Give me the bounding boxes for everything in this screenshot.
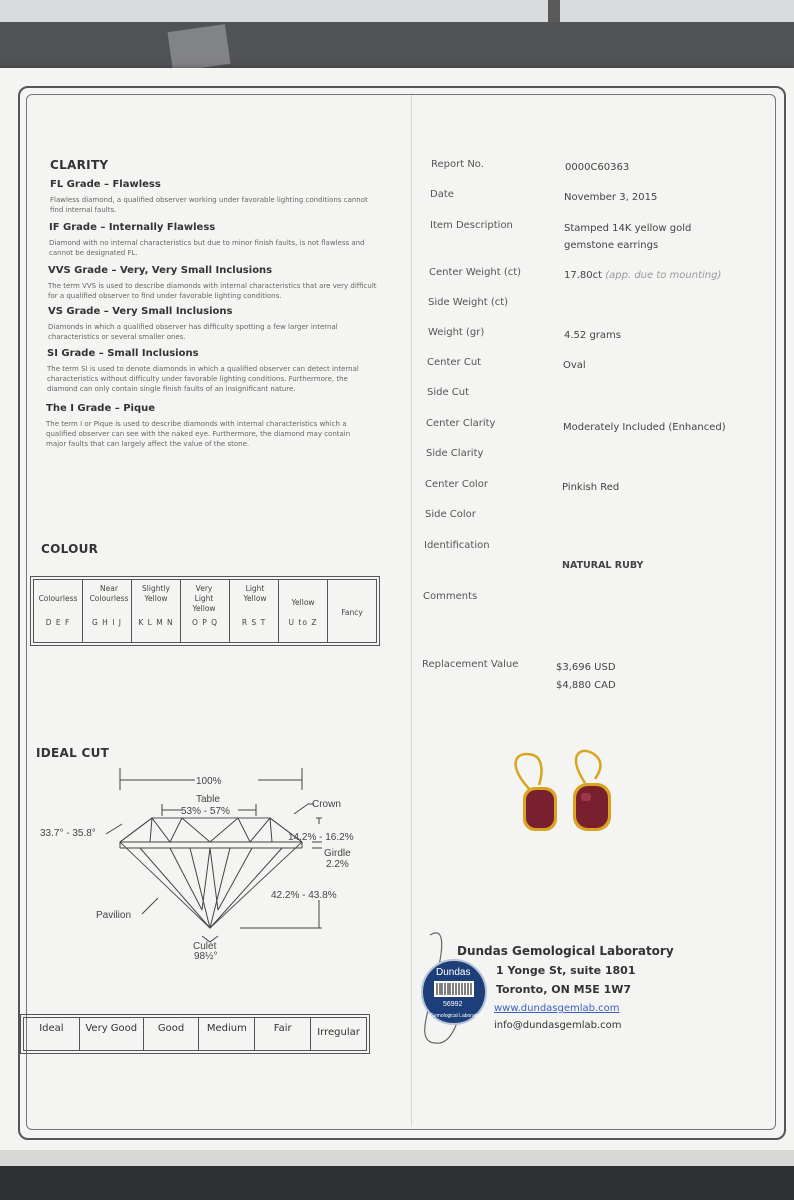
lab-address-line1: 1 Yonge St, suite 1801 — [496, 964, 636, 977]
colour-cell — [181, 580, 230, 642]
side-weight-label: Side Weight (ct) — [428, 297, 509, 308]
grade-if-heading: IF Grade – Internally Flawless — [49, 222, 216, 233]
colour-cell-name: Near Colourless — [89, 584, 129, 603]
colour-cell-grades: D E F — [45, 618, 71, 627]
grade-vvs-desc: The term VVS is used to describe diamonds with internal characteristics that are very difficult for a qualified observer to find under favorable lighting conditions. — [48, 282, 377, 300]
replacement-value-label: Replacement Value — [422, 659, 519, 670]
colour-cell-name: Fancy — [341, 608, 363, 617]
comments-label: Comments — [423, 591, 478, 602]
ruby-highlight — [581, 793, 591, 801]
grade-vs-heading: VS Grade – Very Small Inclusions — [48, 306, 233, 317]
lab-name: Dundas Gemological Laboratory — [457, 944, 674, 958]
ruby-stone-left — [526, 790, 554, 828]
total-width-label: 100% — [196, 776, 222, 787]
date-label: Date — [430, 189, 454, 200]
colour-cell-grades: K L M N — [138, 618, 174, 627]
girdle-label: Girdle — [324, 848, 351, 859]
item-description-label: Item Description — [430, 220, 513, 231]
item-description-value: Stamped 14K yellow gold — [564, 223, 692, 234]
grade-if-desc: Diamond with no internal characteristics but due to minor finish faults, is not flawless and cannot be designated FL. — [49, 239, 365, 257]
date-value: November 3, 2015 — [564, 192, 658, 203]
lab-email: info@dundasgemlab.com — [494, 1020, 622, 1031]
center-weight-note: (app. due to mounting) — [605, 270, 722, 281]
center-weight-value — [564, 270, 721, 281]
colour-cell — [328, 580, 376, 642]
ruby-stone-right — [576, 786, 608, 828]
grade-vs-desc: Diamonds in which a qualified observer has difficulty spotting a few larger internal characteristics or several smaller ones. — [48, 323, 338, 341]
crown-angle-label: 33.7° - 35.8° — [40, 828, 96, 839]
center-color-value: Pinkish Red — [562, 482, 620, 493]
background-stand — [548, 0, 560, 22]
crown-label: Crown — [312, 799, 341, 810]
grade-si-heading: SI Grade – Small Inclusions — [47, 348, 199, 359]
cut-grade-cell: Very Good — [80, 1018, 144, 1050]
cut-grade-table — [20, 1014, 370, 1054]
ideal-cut-title: IDEAL CUT — [36, 746, 110, 760]
culet-label: Culet — [193, 941, 217, 952]
colour-cell-name: Light Yellow — [243, 584, 267, 603]
colour-cell-grades: U to Z — [288, 618, 318, 627]
grade-si-desc: The term SI is used to denote diamonds in which a qualified observer can detect internal characteristics without difficulty under favorable lighting conditions. Furthermore, the diamond can only contain single finish faults of an insignificant nature. — [47, 365, 359, 393]
colour-cell — [132, 580, 181, 642]
earrings-photo — [495, 745, 645, 855]
colour-cell — [34, 580, 83, 642]
cut-grade-cell: Irregular — [317, 1027, 360, 1038]
tape-strip — [167, 24, 230, 72]
colour-cell-name: Slightly Yellow — [142, 584, 170, 603]
clarity-title: CLARITY — [50, 158, 109, 172]
weight-gr-value: 4.52 grams — [564, 330, 621, 341]
colour-cell — [83, 580, 132, 642]
cut-grade-cell: Good — [144, 1018, 200, 1050]
girdle-value-label: 2.2% — [326, 859, 349, 870]
culet-value-label: 98½° — [194, 951, 218, 962]
grade-i-desc: The term I or Pique is used to describe diamonds with internal characteristics which a qualified observer can see with the naked eye. Furthermore, the diamond may contain major faults that can largely affect the value of the stone. — [46, 420, 351, 448]
side-cut-label: Side Cut — [427, 387, 470, 398]
desk-surface — [0, 22, 794, 72]
center-color-label: Center Color — [425, 479, 488, 490]
report-no-value: 0000C60363 — [565, 162, 630, 173]
identification-value: NATURAL RUBY — [562, 560, 644, 571]
table-range-label: 53% - 57% — [181, 806, 230, 817]
colour-cell — [230, 580, 279, 642]
colour-cell — [279, 580, 328, 642]
side-clarity-label: Side Clarity — [426, 448, 484, 459]
grade-vvs-heading: VVS Grade – Very, Very Small Inclusions — [48, 265, 273, 276]
pavilion-label: Pavilion — [96, 910, 132, 921]
cut-grade-cell: Medium — [199, 1018, 255, 1050]
lab-address-line2: Toronto, ON M5E 1W7 — [496, 983, 632, 996]
grade-i-heading: The I Grade – Pique — [46, 403, 156, 414]
grade-fl-heading: FL Grade – Flawless — [50, 179, 161, 190]
center-cut-value: Oval — [563, 360, 586, 371]
cut-grade-cell: Fair — [255, 1018, 311, 1050]
table-label: Table — [196, 794, 220, 805]
colour-cell-grades: O P Q — [191, 618, 219, 627]
center-clarity-value: Moderately Included (Enhanced) — [563, 422, 726, 433]
colour-cell-name: Colourless — [38, 594, 78, 603]
colour-cell-name: Yellow — [291, 598, 315, 607]
item-description-value-line2: gemstone earrings — [564, 240, 659, 251]
side-color-label: Side Color — [425, 509, 476, 520]
pavilion-range-label: 42.2% - 43.8% — [271, 890, 337, 901]
colour-cell-grades: G H I J — [91, 618, 123, 627]
colour-cell-name: Very Light Yellow — [192, 584, 216, 613]
colour-title: COLOUR — [41, 542, 99, 556]
lab-website-link[interactable]: www.dundasgemlab.com — [494, 1003, 620, 1014]
identification-label: Identification — [424, 540, 490, 551]
weight-gr-label: Weight (gr) — [428, 327, 485, 338]
grade-fl-desc: Flawless diamond, a qualified observer working under favorable lighting conditions cannot find internal faults. — [50, 196, 368, 214]
replacement-usd: $3,696 USD — [556, 662, 616, 673]
replacement-cad: $4,880 CAD — [556, 680, 616, 691]
earring-hook-right — [576, 751, 600, 783]
seal-top-text: Dundas — [436, 967, 471, 978]
colour-scale-table — [30, 576, 380, 646]
under-sheet — [0, 1150, 794, 1166]
center-weight-label: Center Weight (ct) — [429, 267, 522, 278]
seal-ring-text: Gemological Laboratory — [430, 1013, 484, 1019]
crown-range-label: 14.2% - 16.2% — [288, 832, 354, 843]
diamond-proportions-diagram — [30, 760, 390, 970]
center-weight-amount: 17.80ct — [564, 270, 603, 281]
seal-number: 56992 — [443, 1001, 463, 1008]
report-no-label: Report No. — [431, 159, 484, 170]
center-clarity-label: Center Clarity — [426, 418, 496, 429]
center-cut-label: Center Cut — [427, 357, 482, 368]
colour-cell-grades: R S T — [241, 618, 267, 627]
cut-grade-cell: Ideal — [24, 1018, 80, 1050]
paper-edge — [0, 1150, 794, 1200]
background-top — [0, 0, 794, 22]
